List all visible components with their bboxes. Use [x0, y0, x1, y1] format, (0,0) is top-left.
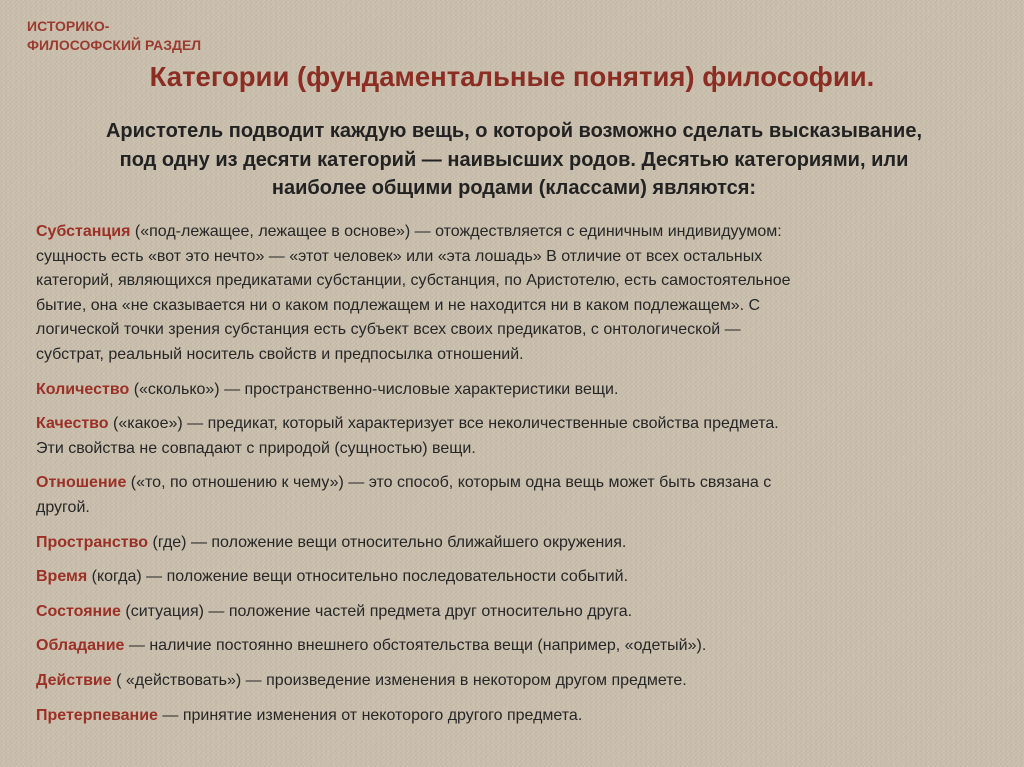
category-description: другой. [36, 498, 90, 516]
category-name: Количество [36, 380, 130, 398]
category-description: — принятие изменения от некоторого другого предмета. [157, 706, 583, 724]
category-name: Обладание [36, 637, 125, 655]
categories-list [36, 220, 998, 738]
category-description: («то, по отношению к чему») — это способ, которым одна вещь может быть связана с [126, 474, 772, 492]
category-relation [36, 471, 998, 520]
category-possession [36, 634, 998, 659]
category-name: Отношение [36, 474, 127, 492]
intro-line: наиболее общими родами (классами) являются: [271, 177, 757, 199]
category-name: Качество [36, 415, 109, 433]
category-description: («сколько») — пространственно-числовые характеристики вещи. [129, 380, 619, 398]
category-name: Действие [36, 671, 112, 689]
category-quality [36, 412, 998, 461]
category-name: Субстанция [36, 223, 131, 240]
category-description: субстрат, реальный носитель свойств и предпосылка отношений. [36, 345, 524, 363]
category-description: (когда) — положение вещи относительно последовательности событий. [87, 568, 629, 586]
intro-paragraph [40, 117, 988, 203]
category-time [36, 565, 998, 590]
category-description: бытие, она «не сказывается ни о каком подлежащем и не находится ни в каком подлежащем». С [36, 296, 761, 314]
category-name: Время [36, 568, 88, 586]
category-passion [36, 704, 998, 729]
category-state [36, 600, 998, 625]
category-description: категорий, являющихся предикатами субстанции, субстанция, по Аристотелю, есть самостоятельное [36, 272, 791, 290]
intro-line: Аристотель подводит каждую вещь, о которой возможно сделать высказывание, [105, 120, 923, 142]
category-name: Претерпевание [36, 706, 158, 724]
section-label-line-2: ФИЛОСОФСКИЙ РАЗДЕЛ [27, 37, 202, 53]
page-title: Категории (фундаментальные понятия) философии. [149, 61, 875, 92]
category-substance [36, 220, 998, 368]
section-label-line-1: ИСТОРИКО- [27, 18, 110, 34]
category-description: (где) — положение вещи относительно ближайшего окружения. [148, 533, 627, 551]
category-description: («какое») — предикат, который характеризует все неколичественные свойства предмета. [108, 415, 779, 433]
category-description: ( «действовать») — произведение изменения в некотором другом предмете. [111, 671, 687, 689]
category-quantity [36, 378, 998, 403]
category-description: Эти свойства не совпадают с природой (сущностью) вещи. [36, 439, 476, 457]
category-description: — наличие постоянно внешнего обстоятельства вещи (например, «одетый»). [124, 637, 707, 655]
category-action [36, 669, 998, 694]
category-description: логической точки зрения субстанция есть субъект всех своих предикатов, с онтологической — [36, 321, 741, 339]
category-name: Пространство [36, 533, 149, 551]
category-description: (ситуация) — положение частей предмета друг относительно друга. [120, 602, 633, 620]
category-description: сущность есть «вот это нечто» — «этот человек» или «эта лошадь» В отличие от всех остальных [36, 247, 763, 265]
intro-line: под одну из десяти категорий — наивысших родов. Десятью категориями, или [119, 148, 909, 171]
category-name: Состояние [36, 602, 121, 620]
category-description: («под-лежащее, лежащее в основе») — отождествляется с единичным индивидуумом: [130, 223, 782, 240]
category-space [36, 531, 998, 556]
section-label [27, 17, 201, 55]
